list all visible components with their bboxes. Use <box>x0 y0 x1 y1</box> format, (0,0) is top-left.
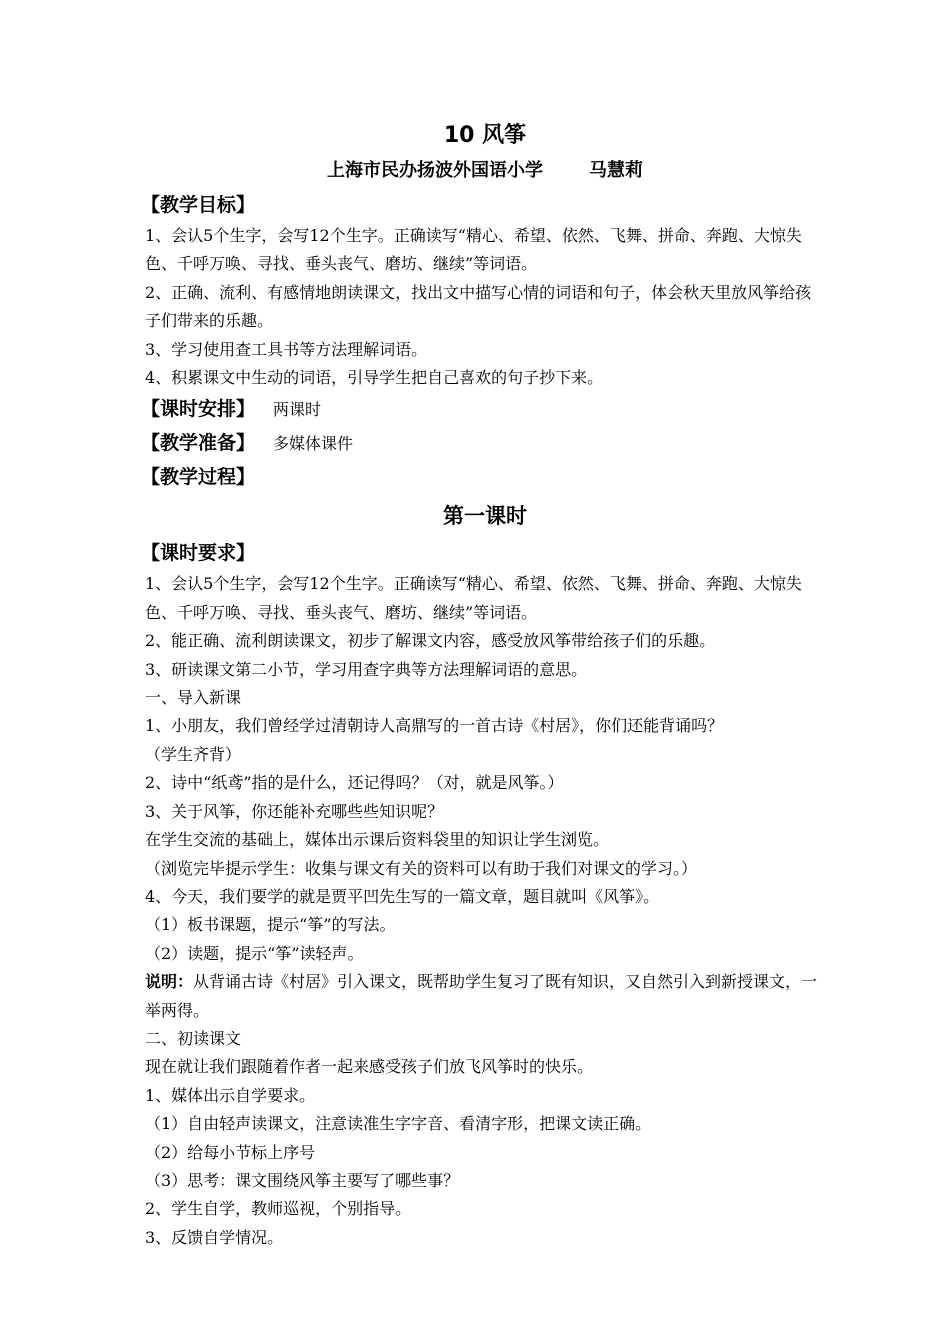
section-line: （浏览完毕提示学生：收集与课文有关的资料可以有助于我们对课文的学习。） <box>145 858 698 878</box>
section-line: 在学生交流的基础上，媒体出示课后资料袋里的知识让学生浏览。 <box>145 830 610 850</box>
section-line: （2）给每小节标上序号 <box>145 1142 316 1162</box>
requirement-item: 2、能正确、流利朗读课文，初步了解课文内容，感受放风筝带给孩子们的乐趣。 <box>145 631 716 651</box>
document-title: 10 风筝 <box>443 123 527 148</box>
section-line: （2）读题，提示“筝”读轻声。 <box>145 943 364 963</box>
section-line: 1、小朋友，我们曾经学过清朝诗人高鼎写的一首古诗《村居》，你们还能背诵吗？ <box>145 716 724 736</box>
goal-item: 2、正确、流利、有感情地朗读课文，找出文中描写心情的词语和句子，体会秋天里放风筝给孩子们带来的乐趣。 <box>145 282 812 331</box>
section-line: （1）自由轻声读课文，注意读准生字字音、看清字形，把课文读正确。 <box>145 1114 652 1134</box>
lesson-title: 第一课时 <box>443 504 527 529</box>
section-line: 3、关于风筝，你还能补充哪些些知识呢？ <box>145 801 444 821</box>
author-school: 上海市民办扬波外国语小学 <box>327 160 543 181</box>
goal-item: 1、会认5个生字，会写12个生字。正确读写“精心、希望、依然、飞舞、拼命、奔跑、大惊失色、千呼万唤、寻找、垂头丧气、磨坊、继续”等词语。 <box>145 226 802 274</box>
schedule-heading: 【课时安排】 <box>141 398 256 421</box>
section-line: 1、媒体出示自学要求。 <box>145 1085 316 1105</box>
goal-item: 3、学习使用查工具书等方法理解词语。 <box>145 339 428 359</box>
section-line: 3、反馈自学情况。 <box>145 1227 284 1247</box>
author-name: 马慧莉 <box>589 160 643 181</box>
prep-row <box>141 426 825 460</box>
note-paragraph <box>145 968 825 1025</box>
requirement-item: 3、研读课文第二小节，学习用查字典等方法理解词语的意思。 <box>145 659 588 679</box>
requirement-item: 1、会认5个生字，会写12个生字。正确读写“精心、希望、依然、飞舞、拼命、奔跑、大惊失色、千呼万唤、寻找、垂头丧气、磨坊、继续”等词语。 <box>145 574 802 622</box>
section-line: 现在就让我们跟随着作者一起来感受孩子们放飞风筝时的快乐。 <box>145 1057 594 1077</box>
schedule-row <box>141 392 825 426</box>
author-line <box>145 154 825 188</box>
schedule-value: 两课时 <box>273 400 322 420</box>
section-line: 2、学生自学，教师巡视，个别指导。 <box>145 1199 412 1219</box>
goals-heading: 【教学目标】 <box>141 194 256 216</box>
section-line: （3）思考：课文围绕风筝主要写了哪些事？ <box>145 1170 460 1190</box>
prep-value: 多媒体课件 <box>273 434 354 454</box>
section-title: 一、导入新课 <box>145 688 242 708</box>
section-line: （1）板书课题，提示“筝”的写法。 <box>145 915 396 935</box>
requirements-heading: 【课时要求】 <box>141 542 256 565</box>
note-label: 说明： <box>145 972 194 992</box>
section-title: 二、初读课文 <box>145 1028 242 1048</box>
section-line: （学生齐背） <box>145 744 242 764</box>
note-text: 从背诵古诗《村居》引入课文，既帮助学生复习了既有知识，又自然引入到新授课文，一举两得。 <box>145 972 818 1020</box>
process-heading: 【教学过程】 <box>141 466 256 489</box>
document-page <box>141 118 825 1252</box>
prep-heading: 【教学准备】 <box>141 432 256 455</box>
section-line: 4、今天，我们要学的就是贾平凹先生写的一篇文章，题目就叫《风筝》。 <box>145 886 660 906</box>
goal-item: 4、积累课文中生动的词语，引导学生把自己喜欢的句子抄下来。 <box>145 368 604 388</box>
section-line: 2、诗中“纸鸢”指的是什么，还记得吗？（对，就是风筝。） <box>145 773 564 793</box>
